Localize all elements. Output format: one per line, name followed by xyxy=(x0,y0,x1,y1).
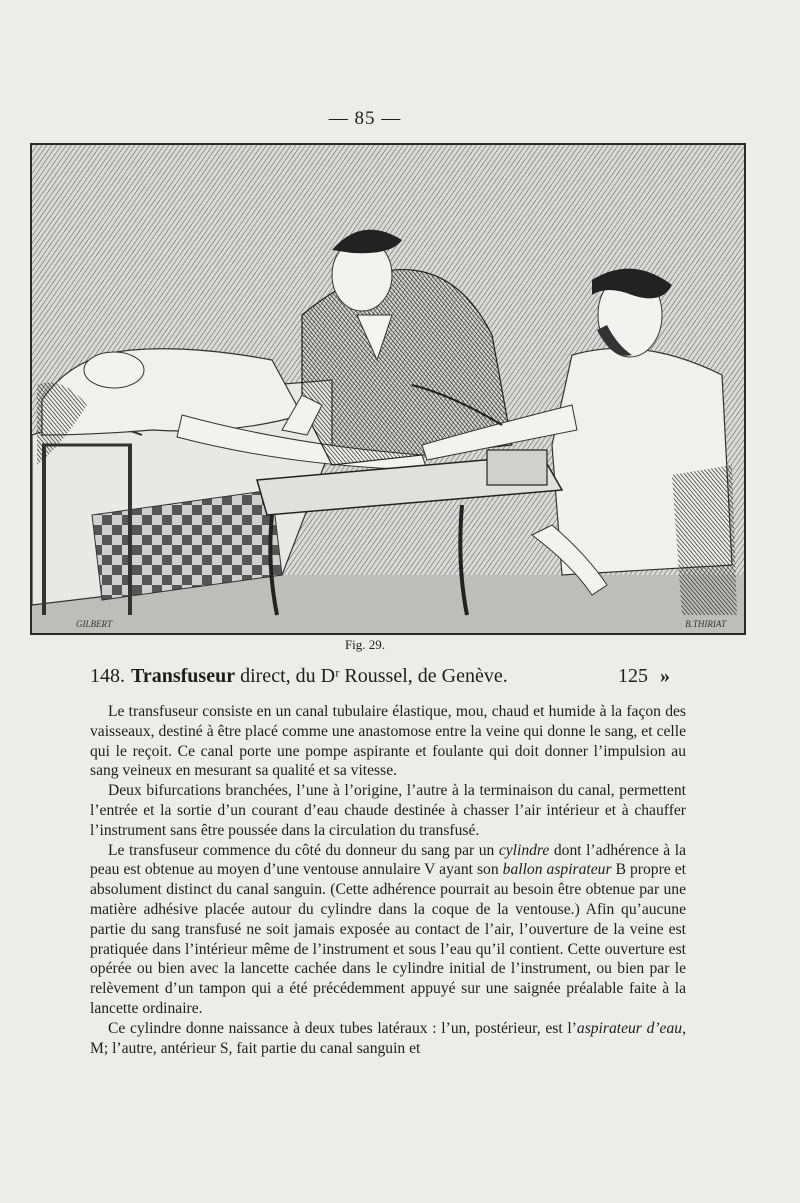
page-number: — 85 — xyxy=(328,108,402,129)
item-heading xyxy=(90,665,680,688)
p3-text-a: Le transfuseur commence du côté du donneur du sang par un xyxy=(108,841,499,859)
paragraph-1: Le transfuseur consiste en un canal tubulaire élastique, mou, chaud et humide à la façon des vaisseaux, destiné à être placé comme une anastomose entre la veine qui donne le sang, et celle qui le reçoit. Ce canal porte une pompe aspirante et foulante qui doit donner l’impulsion au sang veineux en mesurant sa qualité et sa vitesse. xyxy=(90,703,686,780)
paragraph-2: Deux bifurcations branchées, l’une à l’origine, l’autre à la terminaison du canal, permettent l’entrée et la sortie d’un courant d’eau chaude destinée à chasser l’air intérieur et à chauffer l’instrument sans être poussée dans la circulation du transfusé. xyxy=(90,782,686,839)
figure-caption: Fig. 29. xyxy=(344,637,386,652)
p4-text-a: Ce cylindre donne naissance à deux tubes latéraux : l’un, postérieur, est l’ xyxy=(108,1019,577,1037)
item-price: 125 xyxy=(618,665,648,687)
body-text xyxy=(90,702,686,1058)
engraver-signature-right: B.THIRIAT xyxy=(685,619,726,629)
p3-italic-b: ballon aspirateur xyxy=(502,861,612,879)
p3-text-b: dont l’adhérence à la peau est obtenue au moyen d’une ventouse annulaire V ayant son xyxy=(90,841,686,879)
engraver-signature-left: GILBERT xyxy=(76,619,112,629)
transfusion-engraving xyxy=(32,145,744,633)
item-title-bold: Transfuseur xyxy=(131,665,236,687)
p3-text-c: B propre et absolument distinct du canal sanguin. (Cette adhérence pourrait au besoin être obtenue par une matière adhésive placée autour du cylindre dans la coque de la ventouse.) Afin qu’aucune partie du sang transfusé ne soit jamais exposée au contact de l’air, l’ouverture de la veine est pratiquée dans l’intérieur même de l’instrument et sous l’eau qu’il contient. Cette ouverture est opérée ou bien avec la lancette cachée dans le cylindre initial de l’instrument, ou bien par le relèvement d’un tampon qui a été précédemment appuyé sur une saignée préalable faite à la lancette ordinaire. xyxy=(90,861,686,1017)
paragraph-4 xyxy=(90,1019,686,1059)
engraving-figure xyxy=(30,143,746,635)
paragraph-3 xyxy=(90,841,686,1019)
item-number: 148. xyxy=(90,665,125,687)
p4-italic-a: aspirateur d’eau xyxy=(576,1019,683,1037)
item-price-mark: » xyxy=(660,665,670,687)
p4-text-b: , M; l’autre, antérieur S, fait partie du canal sanguin et xyxy=(90,1019,686,1057)
p3-italic-a: cylindre xyxy=(498,841,550,859)
item-title-rest: direct, du Dʳ Roussel, de Genève. xyxy=(235,665,508,687)
